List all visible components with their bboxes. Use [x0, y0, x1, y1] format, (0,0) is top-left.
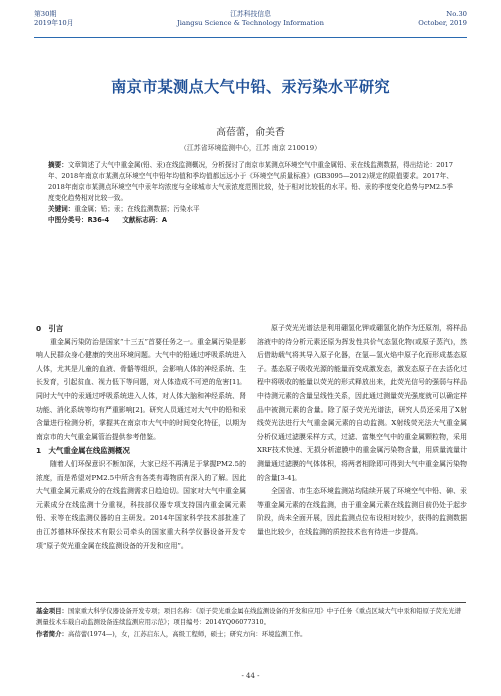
fund-note [36, 606, 467, 629]
author-note [36, 629, 467, 640]
abstract-block [48, 160, 453, 226]
paper-title: 南京市某测点大气中铅、汞污染水平研究 [111, 78, 390, 96]
issue-date-en: October, 2019 [418, 19, 467, 27]
keywords-label: 关键词： [48, 205, 75, 213]
overview-paragraph: 随着人们环保意识不断加深，大家已经不再满足于掌握PM2.5的浓度，而是希望对PM2.5中所含有各类有毒物质有深入的了解。因此大气重金属元素成分的在线监测需求日趋迫切。国家对大气中重金属元素成分在线监测十分重视，科技部仪器专项支持国内重金属元素铅、汞等在线监测仪器的自主研发。2014年国家科学技术部批准了由江苏德林环保技术有限公司牵头的国家重大科学仪器设备开发专项“原子荧光重金属在线监测设备的开发和应用”。 [36, 459, 246, 550]
author-bio-text: 高蓓蕾(1974—)，女，江苏启东人，高级工程师，硕士；研究方向：环境监测工作。 [67, 629, 307, 638]
classification [48, 215, 453, 226]
page-number: - 44 - [241, 672, 260, 680]
fund-text: 国家重大科学仪器设备开发专项；项目名称：《原子荧光重金属在线监测设备的开发和应用》中子任务《重点区域大气中汞和铅原子荧光光谱测量技术车载自动监测设备连续监测应用示范》；项目编号：2014YQ06077310。 [36, 607, 461, 627]
fund-label: 基金项目： [36, 607, 68, 615]
issue-number-en: No.30 [446, 10, 467, 18]
abstract [48, 160, 453, 204]
code-label: 文献标志码： [122, 216, 162, 224]
section-heading-overview: 1 大气重金属在线监测概况 [36, 446, 130, 456]
header-right [418, 10, 467, 28]
left-column [36, 322, 246, 553]
issue-number: 第30期 [34, 10, 57, 18]
keywords [48, 204, 453, 215]
issue-date-cn: 2019年10月 [34, 19, 74, 27]
author-bio-label: 作者简介： [36, 629, 68, 638]
footnote-divider [36, 602, 466, 603]
code-value: A [161, 216, 167, 224]
abstract-text: 文章简述了大气中重金属(铅、汞)在线监测概况，分析探讨了南京市某测点环境空气中重金属铅、汞在线监测数据，得出结论：2017年、2018年南京市某测点环境空气中铅年均值和季均值都远远小于《环境空气质量标准》(GB3095—2012)规定的限值要求。2017年、2018年南京市某测点环境空气中汞年均浓度与全球城市大气汞浓度范围比较，处于相对比较低的水平。铅、汞的季度变化趋势与PM2.5季度变化趋势相对比较一致。 [48, 161, 453, 202]
running-header [34, 10, 467, 38]
author-affiliation: （江苏省环境监测中心，江苏 南京 210019） [180, 144, 321, 152]
journal-name-cn: 江苏科技信息 [230, 10, 271, 18]
monitoring-paragraph: 全国省、市生态环境监测站均陆续开展了环境空气中铅、砷、汞等重金属元素的在线监测，由于重金属元素在线监测目前仍处于起步阶段，尚未全面开展，因此监测点位布设相对较少，获得的监测数据量也比较少，在线监测的质控技术也有待进一步提高。 [257, 487, 467, 536]
footnotes [36, 606, 467, 640]
abstract-label: 摘要： [48, 161, 68, 169]
fluorescence-paragraph: 原子荧光光谱法是利用硼氢化钾或硼氢化钠作为还原剂，将样品溶液中的待分析元素还原为挥发性共价气态氢化物(或原子蒸汽)，然后借助载气将其导入原子化器，在氩—氢火焰中原子化而形成基态原子。基态原子吸收光源的能量而变成激发态，激发态原子在去活化过程中将吸收的能量以荧光的形式释放出来，此荧光信号的强弱与样品中待测元素的含量呈线性关系，因此通过测量荧光强度就可以确定样品中被测元素的含量。除了原子荧光光谱法，研究人员还采用了X射线荧光法进行大气重金属元素的自动监测。X射线荧光法大气重金属分析仪通过滤膜采样方式，过滤、富集空气中的重金属颗粒物，采用XRF技术快速、无损分析滤膜中的重金属污染物含量，用质量流量计测量通过滤膜的气体体积，将两者相除即可得到大气中重金属污染物的含量[3-4]。 [257, 324, 467, 482]
header-center [34, 10, 467, 28]
intro-paragraph: 重金属污染防治是国家“十三五”首要任务之一。重金属污染是影响人民群众身心健康的突出环境问题。大气中的铅通过呼吸系统进入人体，尤其是儿童的血液、骨骼等组织，会影响人体的神经系统、生长发育，引起贫血、视力低下等问题，对人体造成不可逆的危害[1]。同时大气中的汞通过呼吸系统进入人体，对人体大脑和神经系统、肾功能、消化系统等均有严重影响[2]。研究人员通过对大气中的铅和汞含量进行检测分析，掌握其在南京市大气中的时间变化特征，以期为南京市的大气重金属管治提供参考借鉴。 [36, 337, 246, 441]
class-label: 中图分类号： [48, 216, 88, 224]
section-heading-introduction: 0 引言 [36, 324, 64, 333]
paper-authors: 高蓓蕾，俞美香 [216, 127, 285, 138]
journal-name-en: Jiangsu Science & Technology Information [176, 19, 325, 27]
right-column [257, 322, 467, 540]
keywords-text: 重金属；铅；汞；在线监测数据；污染水平 [74, 205, 200, 213]
class-value: R36-4 [87, 216, 110, 224]
